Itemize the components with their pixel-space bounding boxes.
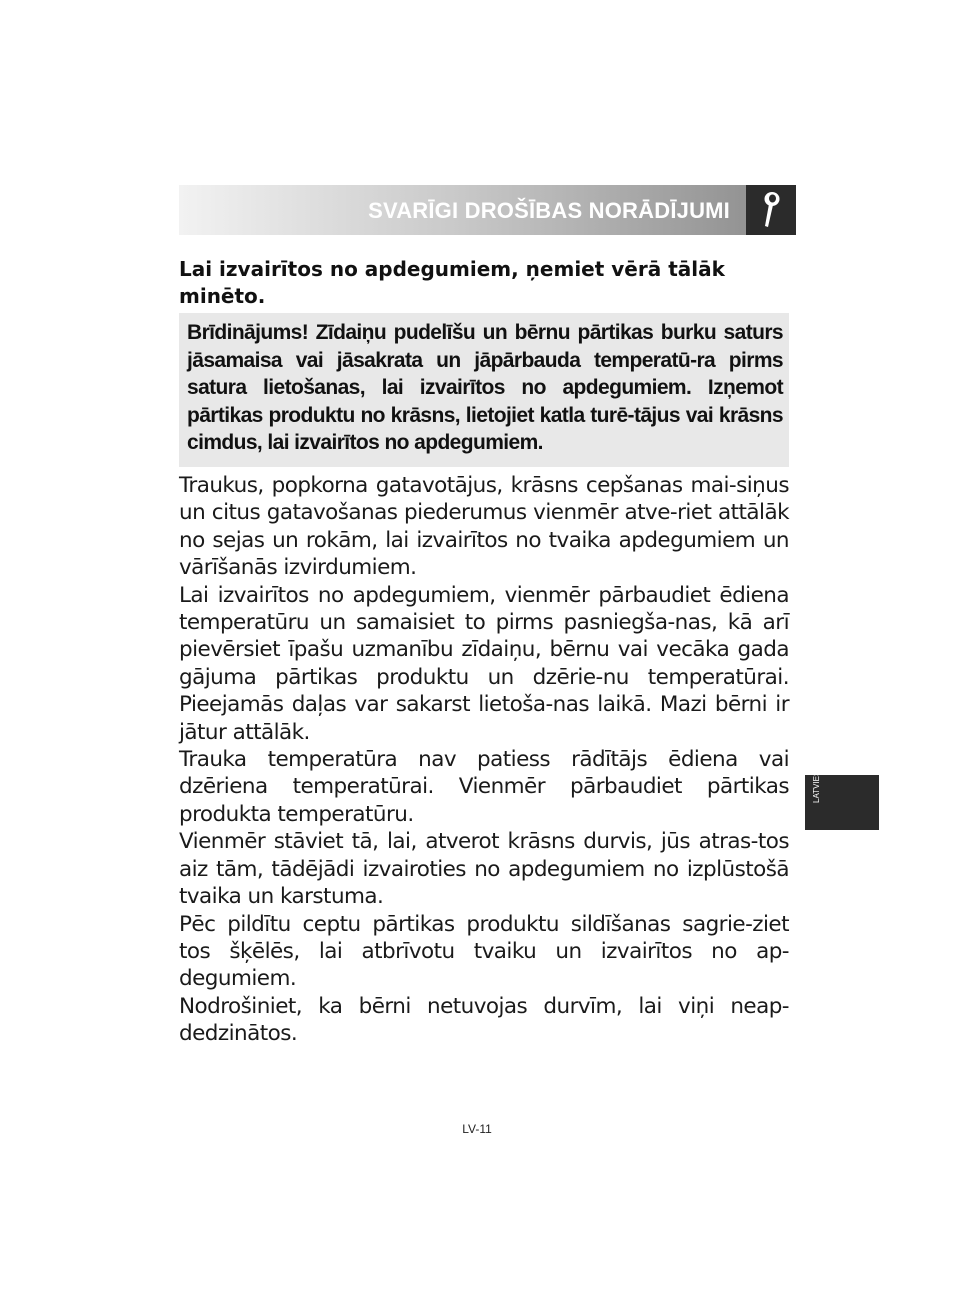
header-icon-box: [746, 185, 796, 235]
paragraph: Pēc pildītu ceptu pārtikas produktu sildīšanas sagrie-ziet tos šķēlēs, lai atbrīvotu tvaiku un izvairītos no ap-degumiem.: [179, 911, 789, 992]
paragraph: Nodrošiniet, ka bērni netuvojas durvīm, lai viņi neap-dedzinātos.: [179, 993, 789, 1047]
section-title: SVARĪGI DROŠĪBAS NORĀDĪJUMI: [368, 198, 730, 223]
paragraph: Traukus, popkorna gatavotājus, krāsns cepšanas mai-siņus un citus gatavošanas piederumus vienmēr atve-riet attālāk no sejas un rokām, lai izvairītos no tvaika apdegumiem un vārīšanās izvirdumiem.: [179, 473, 789, 581]
subheading: Lai izvairītos no apdegumiem, ņemiet vērā tālāk minēto.: [179, 257, 725, 308]
paragraph: Lai izvairītos no apdegumiem, vienmēr pārbaudiet ēdiena temperatūru un samaisiet to pirms pasniegša-nas, kā arī pievērsiet īpašu uzmanību zīdaiņu, bērnu vai vecāka gada gājuma pārtikas produktu un dzērie-nu temperatūrai. Pieejamās daļas var sakarst lietoša-nas laikā. Mazi bērni ir jātur attālāk.: [179, 582, 789, 745]
paragraph: Vienmēr stāviet tā, lai, atverot krāsns durvis, jūs atras-tos aiz tām, tādējādi izvairoties no apdegumiem no izplūstošā tvaika un karstuma.: [179, 829, 789, 910]
body-text: [179, 472, 789, 1048]
section-header: [179, 185, 796, 235]
warning-text: Brīdinājums! Zīdaiņu pudelīšu un bērnu pārtikas burku saturs jāsamaisa vai jāsakrata un jāpārbauda temperatū-ra pirms satura lietošanas, lai izvairītos no apdegumiem. Izņemot pārtikas produktu no krāsns, lietojiet katla turē-tājus vai krāsns cimdus, lai izvairītos no apdegumiem.: [187, 321, 783, 455]
language-tab-label: LATVIEŠU: [812, 764, 821, 803]
warning-box: [179, 313, 789, 467]
page-number: LV-11: [462, 1122, 492, 1136]
wrench-icon: [759, 191, 783, 229]
paragraph: Trauka temperatūra nav patiess rādītājs ēdiena vai dzēriena temperatūrai. Vienmēr pārbaudiet pārtikas produkta temperatūru.: [179, 747, 789, 827]
language-tab: [805, 764, 879, 830]
